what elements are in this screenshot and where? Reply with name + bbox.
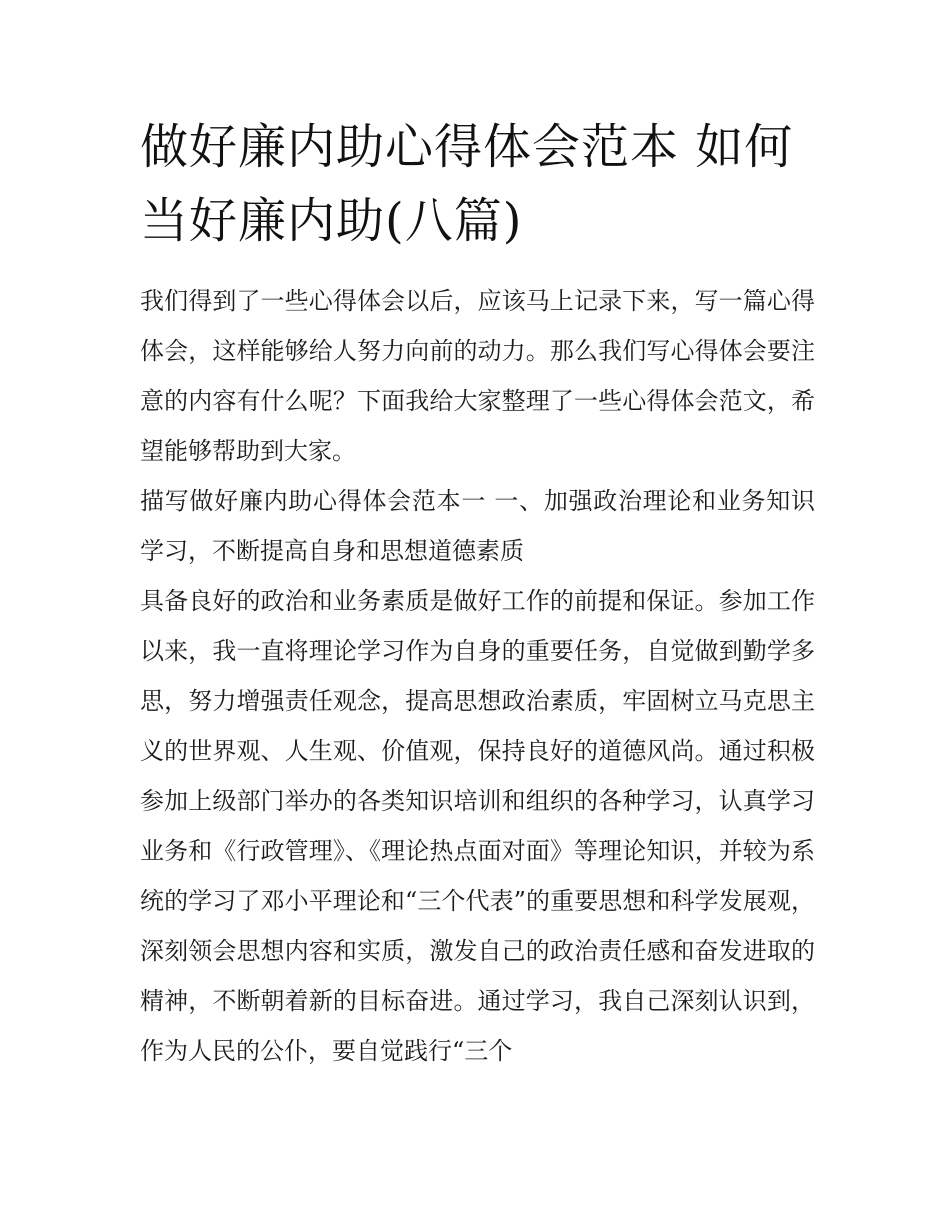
document-title: 做好廉内助心得体会范本 如何当好廉内助(八篇) bbox=[140, 119, 794, 249]
body-paragraph: 具备良好的政治和业务素质是做好工作的前提和保证。参加工作以来，我一直将理论学习作为自身的重要任务，自觉做到勤学多思，努力增强责任观念，提高思想政治素质，牢固树立马克思主义的世界观、人生观、价值观，保持良好的道德风尚。通过积极参加上级部门举办的各类知识培训和组织的各种学习，认真学习业务和《行政管理》、《理论热点面对面》等理论知识，并较为系统的学习了邓小平理论和“三个代表”的重要思想和科学发展观，深刻领会思想内容和实质，激发自己的政治责任感和奋发进取的精神，不断朝着新的目标奋进。通过学习，我自己深刻认识到，作为人民的公仆，要自觉践行“三个 bbox=[140, 587, 815, 1065]
intro-paragraph: 我们得到了一些心得体会以后，应该马上记录下来，写一篇心得体会，这样能够给人努力向前的动力。那么我们写心得体会要注意的内容有什么呢？下面我给大家整理了一些心得体会范文，希望能够帮助到大家。 bbox=[140, 287, 815, 465]
section-heading-paragraph: 描写做好廉内助心得体会范本一 一、加强政治理论和业务知识学习，不断提高自身和思想道德素质 bbox=[140, 487, 815, 565]
document-body bbox=[140, 110, 815, 1076]
